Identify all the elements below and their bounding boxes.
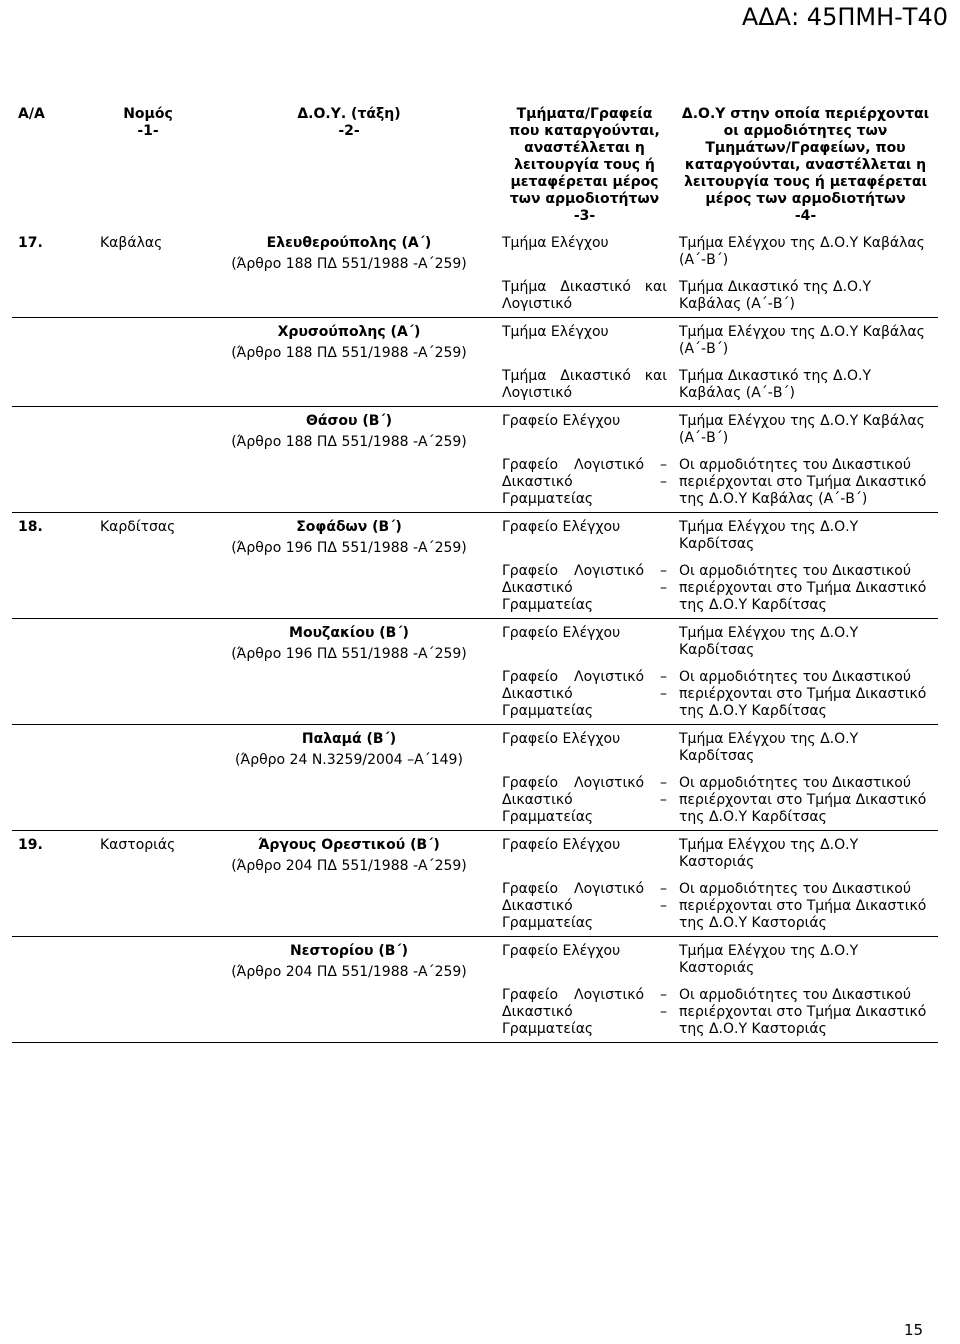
row-nomos: [94, 407, 202, 513]
receiving-unit: Τμήμα Ελέγχου της Δ.Ο.Υ Καβάλας (Α΄-Β΄): [673, 318, 938, 363]
receiving-unit: Οι αρμοδιότητες του Δικαστικού περιέρχονται στο Τμήμα Δικαστικό της Δ.Ο.Υ Καρδίτσας: [679, 669, 927, 719]
abolished-unit: Γραφείο Ελέγχου: [496, 937, 673, 982]
receiving-unit: Τμήμα Δικαστικό της Δ.Ο.Υ Καβάλας (Α΄-Β΄): [679, 368, 872, 401]
receiving-unit: Τμήμα Ελέγχου της Δ.Ο.Υ Καβάλας (Α΄-Β΄): [679, 235, 925, 268]
row-nomos: Καρδίτσας: [94, 513, 202, 619]
header-nomos: Νομός -1-: [123, 106, 173, 139]
row-nomos: [94, 318, 202, 407]
abolished-unit: Τμήμα Ελέγχου: [502, 235, 609, 251]
row-nomos: [94, 725, 202, 831]
abolished-unit: Τμήμα Ελέγχου: [496, 318, 673, 363]
receiving-unit: Τμήμα Ελέγχου της Δ.Ο.Υ Καστοριάς: [673, 831, 938, 876]
row-dou: [202, 937, 496, 1043]
row-dou: [202, 619, 496, 725]
dou-name: Μουζακίου (Β΄): [289, 625, 409, 641]
dou-table: [12, 100, 938, 1043]
dou-article: (Άρθρο 188 ΠΔ 551/1988 -Α΄259): [231, 345, 467, 361]
row-aa: 19.: [12, 831, 94, 937]
table-row: [12, 513, 938, 558]
receiving-unit: Τμήμα Ελέγχου της Δ.Ο.Υ Καβάλας (Α΄-Β΄): [673, 407, 938, 452]
receiving-unit: Τμήμα Ελέγχου της Δ.Ο.Υ Καρδίτσας: [673, 619, 938, 664]
row-dou: [202, 513, 496, 619]
receiving-unit: Οι αρμοδιότητες του Δικαστικού περιέρχονται στο Τμήμα Δικαστικό της Δ.Ο.Υ Καβάλας (Α΄-Β΄): [679, 457, 927, 507]
receiving-unit: Τμήμα Δικαστικό της Δ.Ο.Υ Καβάλας (Α΄-Β΄): [679, 279, 872, 312]
table-row: [12, 725, 938, 770]
dou-article: (Άρθρο 188 ΠΔ 551/1988 -Α΄259): [231, 434, 467, 450]
table-row: [12, 937, 938, 982]
dou-name: Θάσου (Β΄): [305, 413, 393, 429]
row-dou: [202, 831, 496, 937]
row-dou: [202, 229, 496, 318]
dou-name: Ελευθερούπολης (Α΄): [266, 235, 432, 251]
table-row: [12, 831, 938, 876]
dou-article: (Άρθρο 204 ΠΔ 551/1988 -Α΄259): [231, 964, 467, 980]
table-row: [12, 619, 938, 664]
row-aa: [12, 937, 94, 1043]
dou-article: (Άρθρο 204 ΠΔ 551/1988 -Α΄259): [231, 858, 467, 874]
row-nomos: Καβάλας: [100, 235, 163, 251]
row-aa: 18.: [12, 513, 94, 619]
header-col4: Δ.Ο.Υ στην οποία περιέρχονται οι αρμοδιότητες των Τμημάτων/Γραφείων, που καταργούνται, αναστέλλεται η λειτουργία τους ή μεταφέρεται μέρος των αρμοδιοτήτων -4-: [681, 106, 930, 224]
abolished-unit: Γραφείο Ελέγχου: [496, 725, 673, 770]
row-dou: [202, 725, 496, 831]
abolished-unit: Γραφείο Λογιστικό – Δικαστικό – Γραμματείας: [502, 987, 667, 1037]
header-col3: Τμήματα/Γραφεία που καταργούνται, αναστέλλεται η λειτουργία τους ή μεταφέρεται μέρος των αρμοδιοτήτων -3-: [509, 106, 660, 224]
row-aa: [12, 619, 94, 725]
table-row: [12, 229, 938, 273]
abolished-unit: Γραφείο Ελέγχου: [496, 407, 673, 452]
table-row: [12, 407, 938, 452]
receiving-unit: Οι αρμοδιότητες του Δικαστικού περιέρχονται στο Τμήμα Δικαστικό της Δ.Ο.Υ Καρδίτσας: [679, 563, 927, 613]
abolished-unit: Γραφείο Λογιστικό – Δικαστικό – Γραμματείας: [502, 669, 667, 719]
receiving-unit: Τμήμα Ελέγχου της Δ.Ο.Υ Καρδίτσας: [673, 513, 938, 558]
header-aa: Α/Α: [18, 106, 45, 122]
row-dou: [202, 407, 496, 513]
receiving-unit: Οι αρμοδιότητες του Δικαστικού περιέρχονται στο Τμήμα Δικαστικό της Δ.Ο.Υ Καστοριάς: [679, 987, 927, 1037]
document-id: ΑΔΑ: 45ΠΜΗ-Τ40: [741, 3, 948, 31]
row-aa: [12, 725, 94, 831]
dou-name: Άργους Ορεστικού (Β΄): [258, 837, 440, 853]
row-aa: 17.: [18, 235, 43, 251]
abolished-unit: Γραφείο Λογιστικό – Δικαστικό – Γραμματείας: [502, 563, 667, 613]
row-nomos: [94, 619, 202, 725]
receiving-unit: Οι αρμοδιότητες του Δικαστικού περιέρχονται στο Τμήμα Δικαστικό της Δ.Ο.Υ Καρδίτσας: [679, 775, 927, 825]
dou-article: (Άρθρο 196 ΠΔ 551/1988 -Α΄259): [231, 646, 467, 662]
abolished-unit: Γραφείο Ελέγχου: [496, 831, 673, 876]
dou-name: Παλαμά (Β΄): [301, 731, 397, 747]
header-dou: Δ.Ο.Υ. (τάξη) -2-: [297, 106, 401, 139]
dou-article: (Άρθρο 188 ΠΔ 551/1988 -Α΄259): [231, 256, 467, 272]
dou-name: Νεστορίου (Β΄): [289, 943, 409, 959]
table-header-row: [12, 100, 938, 229]
row-aa: [12, 407, 94, 513]
page-number: 15: [904, 1321, 924, 1339]
receiving-unit: Τμήμα Ελέγχου της Δ.Ο.Υ Καρδίτσας: [673, 725, 938, 770]
abolished-unit: Τμήμα Δικαστικό και Λογιστικό: [502, 279, 667, 312]
dou-article: (Άρθρο 196 ΠΔ 551/1988 -Α΄259): [231, 540, 467, 556]
abolished-unit: Τμήμα Δικαστικό και Λογιστικό: [502, 368, 667, 401]
abolished-unit: Γραφείο Ελέγχου: [496, 619, 673, 664]
abolished-unit: Γραφείο Λογιστικό – Δικαστικό – Γραμματείας: [502, 881, 667, 931]
row-dou: [202, 318, 496, 407]
dou-name: Σοφάδων (Β΄): [296, 519, 402, 535]
abolished-unit: Γραφείο Λογιστικό – Δικαστικό – Γραμματείας: [502, 775, 667, 825]
dou-article: (Άρθρο 24 Ν.3259/2004 –Α΄149): [235, 752, 463, 768]
table-bottom-border: [12, 1043, 938, 1044]
receiving-unit: Οι αρμοδιότητες του Δικαστικού περιέρχονται στο Τμήμα Δικαστικό της Δ.Ο.Υ Καστοριάς: [679, 881, 927, 931]
abolished-unit: Γραφείο Λογιστικό – Δικαστικό – Γραμματείας: [502, 457, 667, 507]
table-row: [12, 318, 938, 363]
row-nomos: Καστοριάς: [94, 831, 202, 937]
row-aa: [12, 318, 94, 407]
dou-name: Χρυσούπολης (Α΄): [277, 324, 421, 340]
row-nomos: [94, 937, 202, 1043]
abolished-unit: Γραφείο Ελέγχου: [496, 513, 673, 558]
receiving-unit: Τμήμα Ελέγχου της Δ.Ο.Υ Καστοριάς: [673, 937, 938, 982]
table-bottom-cell: [12, 1043, 938, 1044]
